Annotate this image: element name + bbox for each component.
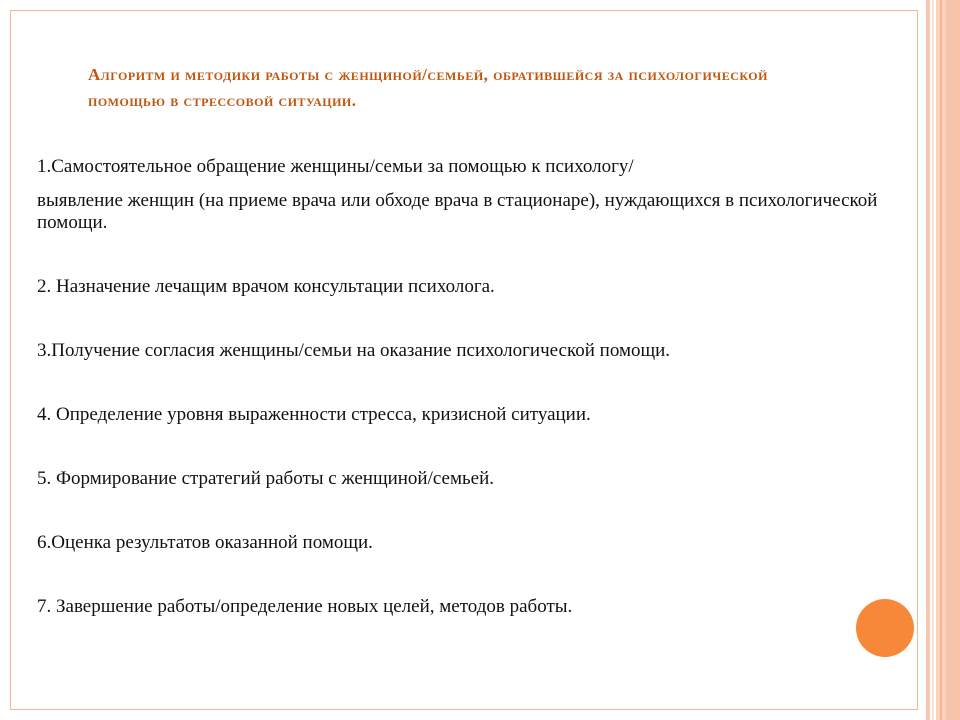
- list-item-1-continuation: выявление женщин (на приеме врача или обходе врача в стационаре), нуждающихся в психологической помощи.: [37, 190, 878, 233]
- list-item-4: 4. Определение уровня выраженности стресса, кризисной ситуации.: [37, 404, 591, 425]
- list-item-1: 1.Самостоятельное обращение женщины/семьи за помощью к психологу/: [37, 156, 634, 177]
- stripe: [946, 0, 960, 720]
- list-item-5: 5. Формирование стратегий работы с женщиной/семьей.: [37, 468, 494, 489]
- stripe: [932, 0, 934, 720]
- stripe: [940, 0, 942, 720]
- slide-title: Алгоритм и методики работы с женщиной/семьей, обратившейся за психологической помощью в стрессовой ситуации.: [88, 65, 768, 110]
- slide-content: [37, 156, 887, 618]
- orange-circle-decoration: [856, 599, 914, 657]
- list-item-2: 2. Назначение лечащим врачом консультации психолога.: [37, 276, 495, 297]
- list-item-3: 3.Получение согласия женщины/семьи на оказание психологической помощи.: [37, 340, 671, 361]
- right-decorative-stripes: [926, 0, 960, 720]
- list-item-6: 6.Оценка результатов оказанной помощи.: [37, 532, 373, 553]
- stripe: [926, 0, 930, 720]
- list-item-7: 7. Завершение работы/определение новых целей, методов работы.: [37, 596, 573, 617]
